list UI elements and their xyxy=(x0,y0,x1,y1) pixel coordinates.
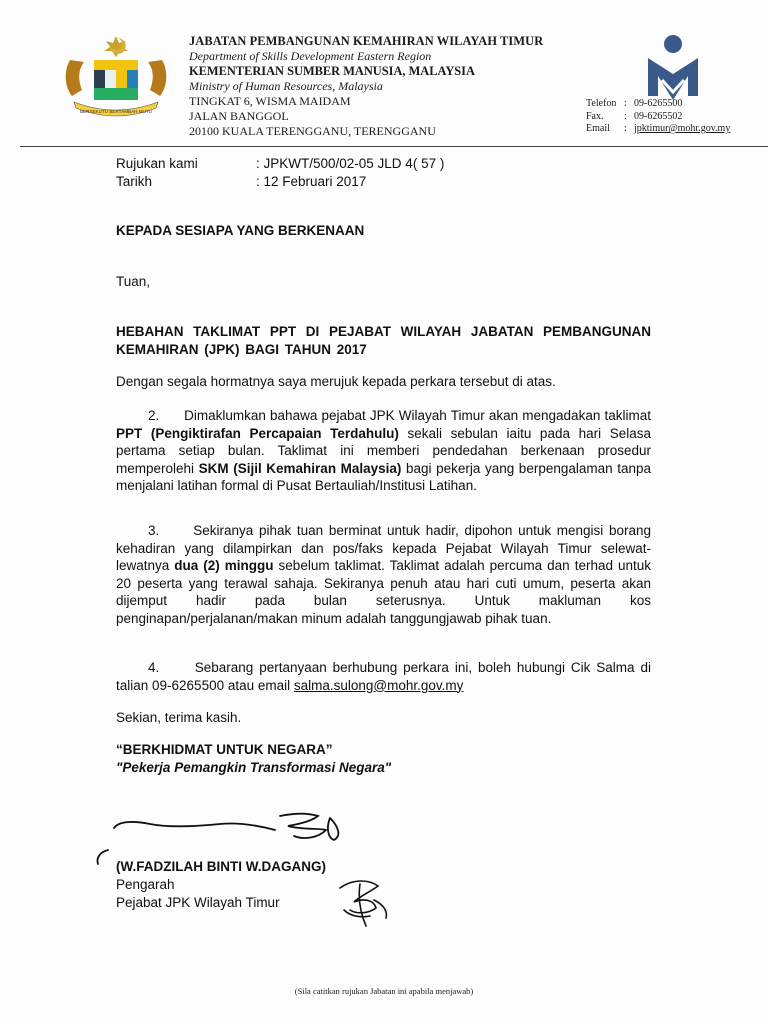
subject-heading: HEBAHAN TAKLIMAT PPT DI PEJABAT WILAYAH JABATAN PEMBANGUNAN KEMAHIRAN (JPK) BAGI TAHUN 2017 xyxy=(116,324,651,357)
ministry-name: KEMENTERIAN SUMBER MANUSIA, MALAYSIA xyxy=(189,64,475,78)
contact-email-link[interactable]: salma.sulong@mohr.gov.my xyxy=(293,677,464,693)
paragraph-3 xyxy=(116,522,651,628)
bold-term: SKM (Sijil Kemahiran Malaysia) xyxy=(198,460,402,476)
motto: “BERKHIDMAT UNTUK NEGARA” xyxy=(116,742,333,757)
paragraph-4 xyxy=(116,659,651,694)
tagline: "Pekerja Pemangkin Transformasi Negara" xyxy=(116,760,392,775)
bold-term: dua (2) minggu xyxy=(174,558,274,574)
para-number: 2. xyxy=(148,408,160,423)
letterhead xyxy=(189,34,543,139)
email-link[interactable]: jpktimur@mohr.gov.my xyxy=(634,123,731,134)
signatory-name: (W.FADZILAH BINTI W.DAGANG) xyxy=(116,859,326,874)
para-number: 3. xyxy=(148,523,160,538)
ministry-english: Ministry of Human Resources, Malaysia xyxy=(189,79,383,93)
paragraph-2 xyxy=(116,407,651,495)
signatory-title: Pengarah xyxy=(116,877,175,892)
date-value: : 12 Februari 2017 xyxy=(256,174,367,189)
phone-value: 09-6265500 xyxy=(634,98,683,109)
department-english: Department of Skills Development Eastern Region xyxy=(189,49,432,63)
fax-label: Fax. xyxy=(586,110,604,122)
recipient-line: KEPADA SESIAPA YANG BERKENAAN xyxy=(116,223,365,238)
para-number: 4. xyxy=(148,660,160,675)
para-text: Sekiranya pihak tuan berminat untuk hadir, dipohon untuk mengisi borang kehadiran yang dilampirkan dan pos/faks kepada Pejabat Wilayah Timur selewat-lewatnya xyxy=(116,523,651,574)
jpk-logo-icon xyxy=(644,34,702,102)
para-text: Dimaklumkan bahawa pejabat JPK Wilayah Timur akan mengadakan taklimat xyxy=(184,408,651,423)
para-text: sebelum taklimat. Taklimat adalah percuma dan terhad untuk 20 peserta yang terawal sahaja. Sekiranya penuh atau hari cuti umum, peserta akan dijemput hadir pada bulan seterusnya. Untuk makluman kos penginapan/perjalanan/makan minum adalah tanggungjawab pihak tuan. xyxy=(116,558,651,626)
para-text: sekali sebulan iaitu pada hari Selasa pertama setiap bulan. Taklimat ini memberi pendedahan berkenaan prosedur memperolehi xyxy=(116,425,651,476)
reference-block xyxy=(116,155,444,191)
ref-label: Rujukan kami xyxy=(116,156,198,171)
department-name: JABATAN PEMBANGUNAN KEMAHIRAN WILAYAH TIMUR xyxy=(189,34,544,48)
footer-note: (Sila catitkan rujukan Jabatan ini apabila menjawab) xyxy=(294,986,474,996)
initial-scribble xyxy=(330,870,400,930)
closing-line: Sekian, terima kasih. xyxy=(116,710,242,725)
signatory-office: Pejabat JPK Wilayah Timur xyxy=(116,895,280,910)
date-label: Tarikh xyxy=(116,174,153,189)
salutation: Tuan, xyxy=(116,274,151,289)
email-label: Email xyxy=(586,123,610,134)
para-text: bagi pekerja yang berpengalaman tanpa menjalani latihan formal di Pusat Bertauliah/Institusi Latihan. xyxy=(116,460,651,494)
para-text: Sebarang pertanyaan berhubung perkara ini, boleh hubungi Cik Salma di talian 09-6265500 atau email xyxy=(116,660,651,693)
phone-label: Telefon xyxy=(586,98,617,109)
header-divider xyxy=(20,146,768,147)
contact-details: Telefon : 09-6265500 Fax. : 09-6265502 Email : jpktimur@mohr.gov.my xyxy=(586,98,731,134)
bold-term: PPT (Pengiktirafan Percapaian Terdahulu) xyxy=(116,425,399,441)
address-line: JALAN BANGGOL xyxy=(189,109,289,123)
malaysia-coat-of-arms-icon xyxy=(60,34,172,120)
address-line: TINGKAT 6, WISMA MAIDAM xyxy=(189,94,351,108)
address-line: 20100 KUALA TERENGGANU, TERENGGANU xyxy=(189,124,436,138)
fax-value: 09-6265502 xyxy=(634,110,683,122)
ref-value: : JPKWT/500/02-05 JLD 4( 57 ) xyxy=(256,156,445,171)
crest-ribbon-text: BERSEKUTU BERTAMBAH MUTU xyxy=(79,109,153,114)
opening-line: Dengan segala hormatnya saya merujuk kepada perkara tersebut di atas. xyxy=(116,374,556,389)
